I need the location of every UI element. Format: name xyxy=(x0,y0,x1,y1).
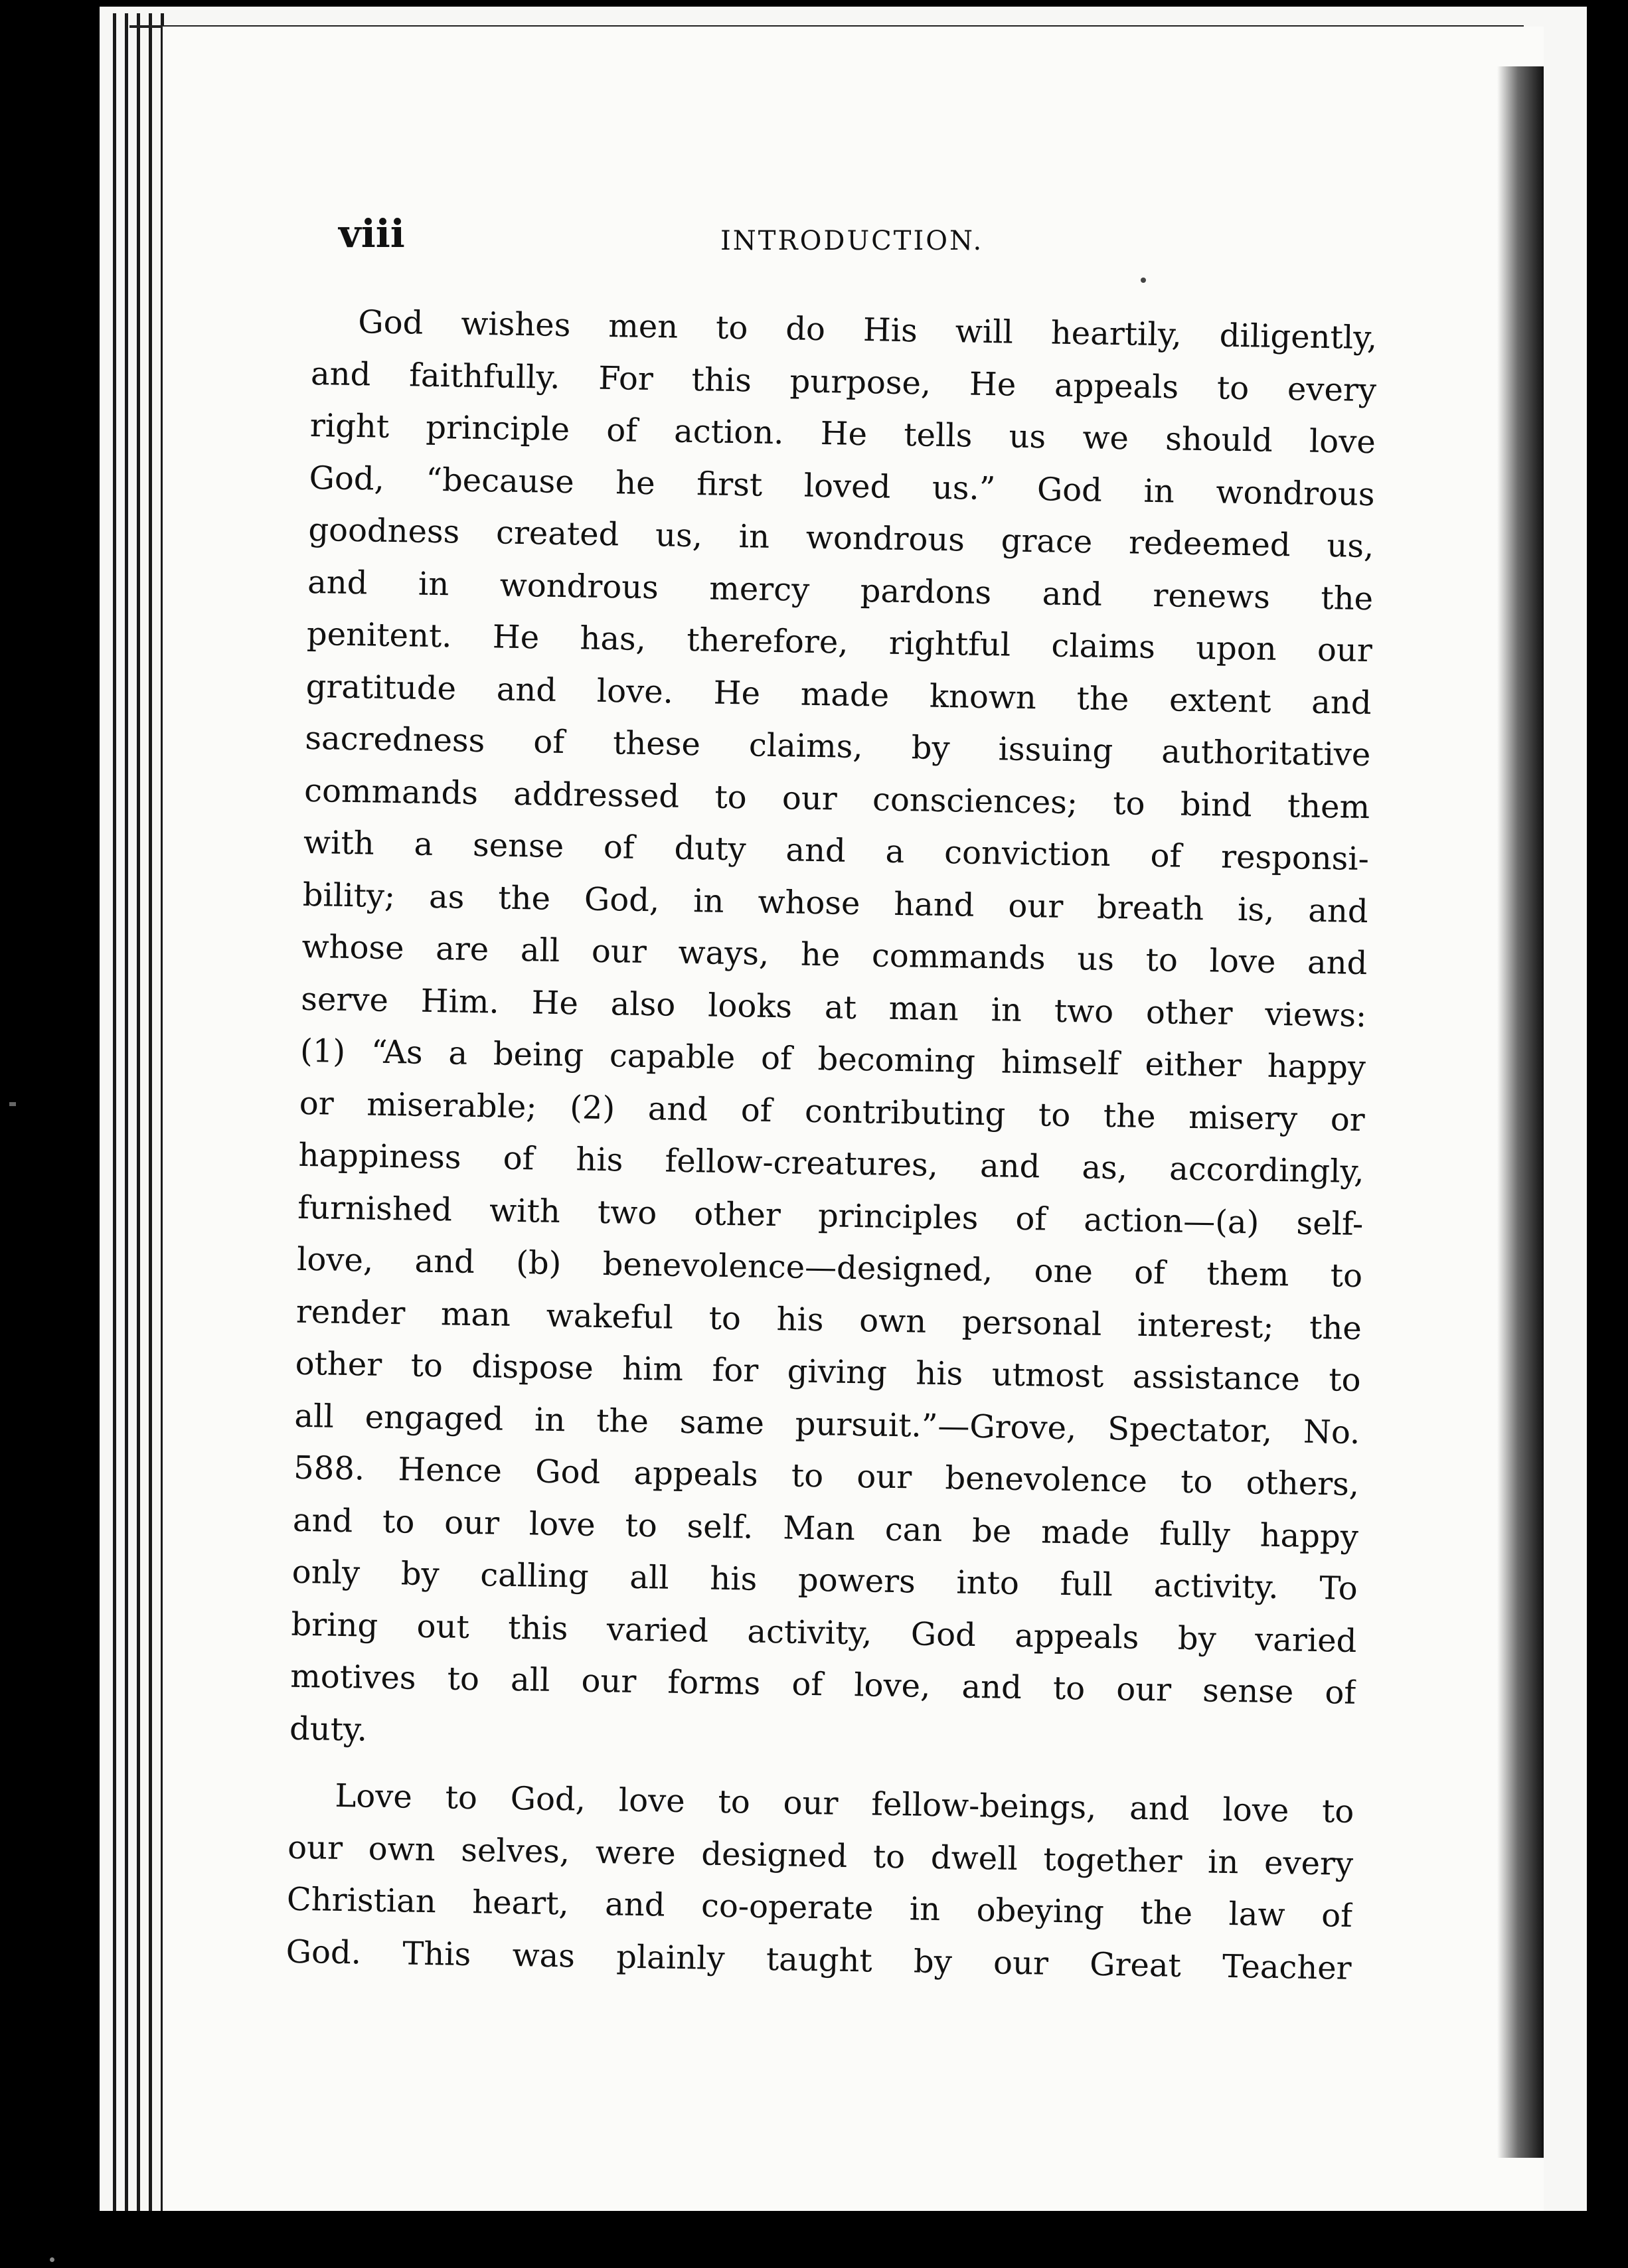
body-text xyxy=(285,295,1378,2052)
text-line: commands addressed to our consciences; to bind them xyxy=(303,771,1370,826)
text-line: render man wakeful to his own personal interest; the xyxy=(295,1293,1362,1347)
text-line: and to our love to self. Man can be made fully happy xyxy=(292,1501,1359,1556)
text-line: and faithfully. For this purpose, He appeals to every xyxy=(310,355,1377,409)
text-line: God wishes men to do His will heartily, diligently, xyxy=(357,303,1378,357)
gutter-shadow xyxy=(1497,66,1544,2158)
page-edge-line xyxy=(113,13,116,2211)
text-line: sacredness of these claims, by issuing authoritative xyxy=(305,719,1371,774)
text-line: bring out this varied activity, God appeals by varied xyxy=(291,1605,1357,1660)
text-line: happiness of his fellow-creatures, and as, accordingly, xyxy=(298,1136,1364,1191)
text-line: love, and (b) benevolence—designed, one of them to xyxy=(296,1240,1363,1295)
text-line: all engaged in the same pursuit.”—Grove, Spectator, No. xyxy=(294,1397,1360,1451)
text-line: serve Him. He also looks at man in two other views: xyxy=(300,980,1367,1034)
text-line: duty. xyxy=(289,1710,368,1749)
text-line: right principle of action. He tells us we should love xyxy=(309,406,1376,461)
page-edge-line xyxy=(137,13,140,2211)
page-number: viii xyxy=(339,211,405,256)
text-line: 588. Hence God appeals to our benevolence to others, xyxy=(293,1449,1360,1503)
text-line: God, “because he first loved us.” God in wondrous xyxy=(309,459,1375,513)
ink-speck xyxy=(9,1102,16,1106)
text-line: with a sense of duty and a conviction of responsi- xyxy=(303,823,1370,878)
text-line: gratitude and love. He made known the extent and xyxy=(305,667,1372,722)
text-line: or miserable; (2) and of contributing to the misery or xyxy=(299,1084,1366,1139)
page-edge-line xyxy=(149,13,152,2211)
text-line: other to dispose him for giving his utmost assistance to xyxy=(295,1344,1361,1400)
text-line: God. This was plainly taught by our Great Teacher xyxy=(285,1933,1352,1987)
text-line: goodness created us, in wondrous grace redeemed us, xyxy=(308,511,1374,566)
text-line: and in wondrous mercy pardons and renews the xyxy=(307,563,1374,617)
text-line: motives to all our forms of love, and to our sense of xyxy=(289,1657,1356,1712)
ink-speck xyxy=(50,2257,54,2262)
text-line: Love to God, love to our fellow-beings, and love to xyxy=(335,1777,1354,1830)
text-line: whose are all our ways, he commands us to love and xyxy=(301,928,1368,983)
page-edge-line xyxy=(125,13,128,2211)
text-line: bility; as the God, in whose hand our breath is, and xyxy=(302,876,1369,930)
text-line: our own selves, were designed to dwell together in every xyxy=(287,1828,1354,1883)
text-line: (1) “As a being capable of becoming himself either happy xyxy=(299,1032,1366,1087)
text-line: penitent. He has, therefore, rightful claims upon our xyxy=(306,615,1373,670)
text-line: only by calling all his powers into full activity. To xyxy=(291,1553,1358,1607)
page-header xyxy=(339,211,1368,271)
ink-speck xyxy=(1141,278,1146,283)
text-line: furnished with two other principles of action—(a) self- xyxy=(297,1188,1364,1243)
text-line: Christian heart, and co-operate in obeying the law of xyxy=(286,1880,1353,1935)
running-head: INTRODUCTION. xyxy=(720,226,984,256)
